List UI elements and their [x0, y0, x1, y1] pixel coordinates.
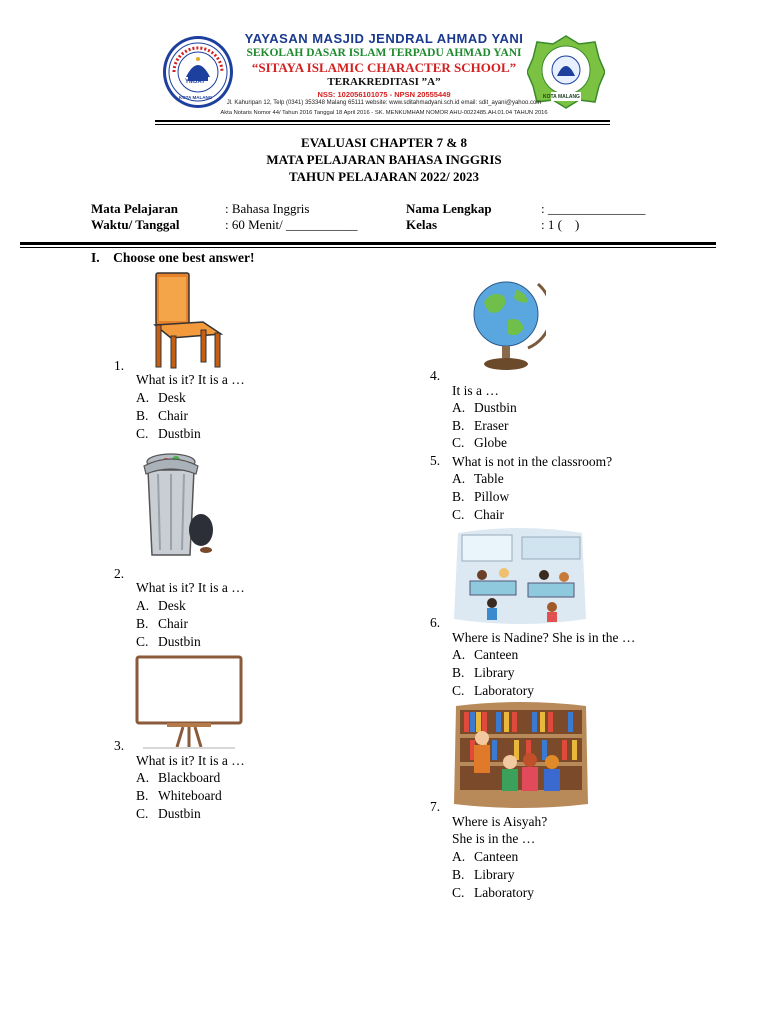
- option-c[interactable]: C. Chair: [452, 507, 504, 522]
- notary-info: Akta Notaris Nomor 44/ Tahun 2016 Tanggal 18 April 2016 - SK. MENKUMHAM NOMOR AHU-0022485.AH.01.04 TAHUN 2016: [220, 110, 548, 116]
- question-number: 7.: [430, 799, 441, 814]
- dustbin-illustration: [138, 450, 214, 562]
- option-a[interactable]: A. Canteen: [452, 647, 519, 662]
- option-b[interactable]: B. Library: [452, 665, 515, 680]
- school-tagline: “SITAYA ISLAMIC CHARACTER SCHOOL”: [251, 60, 517, 75]
- globe-illustration: [468, 276, 546, 372]
- exam-year-title: TAHUN PELAJARAN 2022/ 2023: [288, 169, 480, 184]
- time-value: : 60 Menit/ ___________: [225, 217, 358, 232]
- logo-left-city: KOTA MALANG: [179, 95, 213, 100]
- subject-value: : Bahasa Inggris: [225, 201, 310, 216]
- exam-title: EVALUASI CHAPTER 7 & 8: [301, 135, 467, 150]
- option-b[interactable]: B. Chair: [136, 616, 188, 631]
- question-number: 4.: [430, 368, 441, 383]
- section-heading: I. Choose one best answer!: [91, 250, 255, 265]
- header-divider-thin: [20, 247, 716, 248]
- question-text: What is not in the classroom?: [452, 454, 613, 469]
- question-text-continued: She is in the …: [452, 831, 536, 846]
- name-label: Nama Lengkap: [406, 201, 492, 216]
- library-illustration: [452, 700, 590, 812]
- option-b[interactable]: B. Chair: [136, 408, 188, 423]
- school-codes: NSS: 102056101075 - NPSN 20555449: [317, 90, 451, 99]
- header-divider: [20, 242, 716, 245]
- letterhead-divider-thin: [155, 124, 610, 125]
- whiteboard-illustration: [135, 655, 243, 751]
- class-label: Kelas: [406, 217, 438, 232]
- option-b[interactable]: B. Eraser: [452, 418, 509, 433]
- option-a[interactable]: A. Desk: [136, 598, 186, 613]
- option-c[interactable]: C. Globe: [452, 435, 507, 450]
- question-number: 2.: [114, 566, 125, 581]
- option-b[interactable]: B. Pillow: [452, 489, 510, 504]
- option-c[interactable]: C. Dustbin: [136, 806, 201, 821]
- option-a[interactable]: A. Canteen: [452, 849, 519, 864]
- school-name: SEKOLAH DASAR ISLAM TERPADU AHMAD YANI: [246, 47, 522, 59]
- logo-right-city: KOTA MALANG: [543, 94, 580, 100]
- option-a[interactable]: A. Dustbin: [452, 400, 517, 415]
- option-a[interactable]: A. Blackboard: [136, 770, 221, 785]
- time-label: Waktu/ Tanggal: [91, 217, 180, 232]
- logo-left-text: YMJAY: [185, 79, 206, 85]
- name-value: : _______________: [541, 201, 646, 216]
- question-number: 3.: [114, 738, 125, 753]
- school-address: Jl. Kahuripan 12, Telp (0341) 353348 Malang 65111 website: www.sditahmadyani.sch.id email: sdit_ayani@yahoo.com: [226, 100, 542, 106]
- option-c[interactable]: C. Dustbin: [136, 426, 201, 441]
- subject-label: Mata Pelajaran: [91, 201, 179, 216]
- option-c[interactable]: C. Laboratory: [452, 683, 534, 698]
- option-a[interactable]: A. Table: [452, 471, 504, 486]
- canteen-illustration: [452, 525, 588, 627]
- option-b[interactable]: B. Library: [452, 867, 515, 882]
- question-text: It is a …: [452, 383, 499, 398]
- option-c[interactable]: C. Dustbin: [136, 634, 201, 649]
- question-number: 6.: [430, 615, 441, 630]
- letterhead-divider: [155, 120, 610, 122]
- foundation-name: YAYASAN MASJID JENDRAL AHMAD YANI: [244, 31, 524, 46]
- option-b[interactable]: B. Whiteboard: [136, 788, 222, 803]
- chair-illustration: [145, 270, 230, 370]
- option-a[interactable]: A. Desk: [136, 390, 186, 405]
- question-text: What is it? It is a …: [136, 753, 245, 768]
- question-number: 1.: [114, 358, 125, 373]
- accreditation: TERAKREDITASI ”A”: [327, 76, 441, 88]
- class-value: : 1 ( ): [541, 217, 580, 232]
- question-text: Where is Nadine? She is in the …: [452, 630, 636, 645]
- exam-subject-title: MATA PELAJARAN BAHASA INGGRIS: [266, 152, 502, 167]
- question-number: 5.: [430, 453, 441, 468]
- question-text: What is it? It is a …: [136, 580, 245, 595]
- question-text: Where is Aisyah?: [452, 814, 548, 829]
- option-c[interactable]: C. Laboratory: [452, 885, 534, 900]
- question-text: What is it? It is a …: [136, 372, 245, 387]
